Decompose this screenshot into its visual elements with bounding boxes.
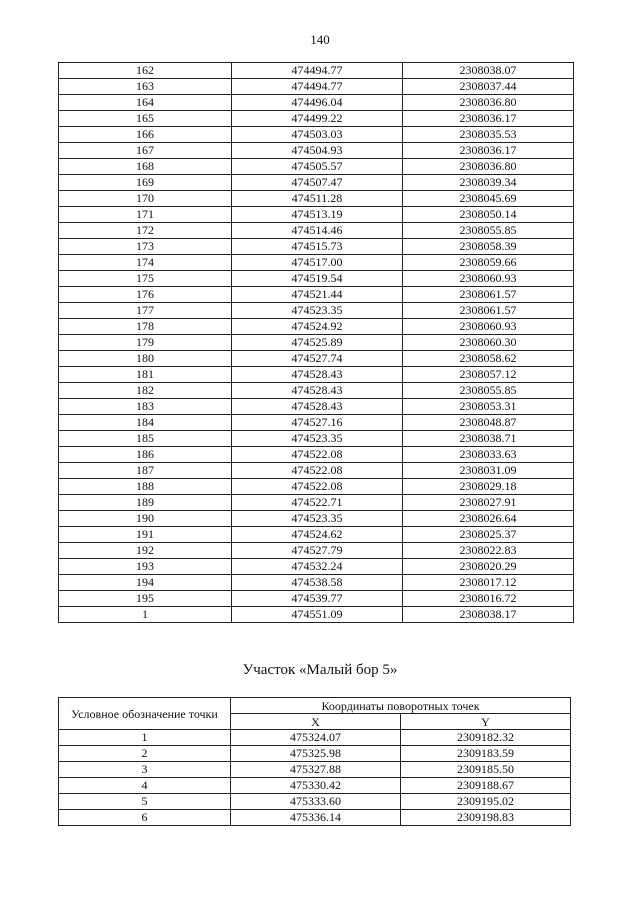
point-number-cell: 178 [59, 319, 232, 335]
y-coordinate-cell: 2308037.44 [403, 79, 574, 95]
table-row [59, 95, 574, 111]
table-row [59, 335, 574, 351]
point-number-cell: 183 [59, 399, 232, 415]
table-row [59, 143, 574, 159]
point-number-cell: 174 [59, 255, 232, 271]
y-coordinate-cell: 2309198.83 [401, 810, 571, 826]
y-coordinate-cell: 2308060.93 [403, 271, 574, 287]
point-number-cell: 165 [59, 111, 232, 127]
table-row [59, 543, 574, 559]
x-coordinate-cell: 475327.88 [231, 762, 401, 778]
point-number-cell: 184 [59, 415, 232, 431]
y-coordinate-cell: 2308061.57 [403, 303, 574, 319]
coordinates-table-body [59, 63, 574, 623]
x-coordinate-cell: 474519.54 [232, 271, 403, 287]
point-number-cell: 170 [59, 191, 232, 207]
table-row [59, 778, 571, 794]
y-coordinate-cell: 2308038.17 [403, 607, 574, 623]
x-coordinate-cell: 475325.98 [231, 746, 401, 762]
x-coordinate-cell: 474523.35 [232, 303, 403, 319]
table-row [59, 575, 574, 591]
header-x: X [231, 714, 401, 730]
point-number-cell: 171 [59, 207, 232, 223]
y-coordinate-cell: 2308020.29 [403, 559, 574, 575]
point-number-cell: 180 [59, 351, 232, 367]
y-coordinate-cell: 2309185.50 [401, 762, 571, 778]
y-coordinate-cell: 2309182.32 [401, 730, 571, 746]
y-coordinate-cell: 2308045.69 [403, 191, 574, 207]
x-coordinate-cell: 474528.43 [232, 383, 403, 399]
table-row [59, 527, 574, 543]
y-coordinate-cell: 2308048.87 [403, 415, 574, 431]
table-row [59, 159, 574, 175]
x-coordinate-cell: 474494.77 [232, 63, 403, 79]
y-coordinate-cell: 2308025.37 [403, 527, 574, 543]
x-coordinate-cell: 474528.43 [232, 399, 403, 415]
table-row [59, 79, 574, 95]
x-coordinate-cell: 474527.74 [232, 351, 403, 367]
point-number-cell: 188 [59, 479, 232, 495]
point-number-cell: 191 [59, 527, 232, 543]
point-number-cell: 195 [59, 591, 232, 607]
point-number-cell: 177 [59, 303, 232, 319]
point-number-cell: 164 [59, 95, 232, 111]
x-coordinate-cell: 474503.03 [232, 127, 403, 143]
table-row [59, 239, 574, 255]
y-coordinate-cell: 2308058.39 [403, 239, 574, 255]
x-coordinate-cell: 474515.73 [232, 239, 403, 255]
point-number-cell: 185 [59, 431, 232, 447]
point-number-cell: 187 [59, 463, 232, 479]
y-coordinate-cell: 2308036.17 [403, 143, 574, 159]
x-coordinate-cell: 474523.35 [232, 511, 403, 527]
header-row [59, 698, 571, 714]
x-coordinate-cell: 474522.08 [232, 447, 403, 463]
table-row [59, 559, 574, 575]
x-coordinate-cell: 474513.19 [232, 207, 403, 223]
table-row [59, 591, 574, 607]
x-coordinate-cell: 474539.77 [232, 591, 403, 607]
table-row [59, 431, 574, 447]
x-coordinate-cell: 474522.08 [232, 479, 403, 495]
point-number-cell: 176 [59, 287, 232, 303]
table-row [59, 223, 574, 239]
table-row [59, 479, 574, 495]
x-coordinate-cell: 475333.60 [231, 794, 401, 810]
y-coordinate-cell: 2308060.30 [403, 335, 574, 351]
x-coordinate-cell: 475324.07 [231, 730, 401, 746]
x-coordinate-cell: 474527.79 [232, 543, 403, 559]
y-coordinate-cell: 2308061.57 [403, 287, 574, 303]
point-number-cell: 1 [59, 607, 232, 623]
point-number-cell: 169 [59, 175, 232, 191]
point-number-cell: 168 [59, 159, 232, 175]
point-number-cell: 172 [59, 223, 232, 239]
point-number-cell: 167 [59, 143, 232, 159]
table-row [59, 319, 574, 335]
y-coordinate-cell: 2308029.18 [403, 479, 574, 495]
x-coordinate-cell: 474551.09 [232, 607, 403, 623]
table-row [59, 207, 574, 223]
point-number-cell: 3 [59, 762, 231, 778]
x-coordinate-cell: 474522.71 [232, 495, 403, 511]
header-y: Y [401, 714, 571, 730]
table-row [59, 367, 574, 383]
table-row [59, 746, 571, 762]
point-number-cell: 192 [59, 543, 232, 559]
x-coordinate-cell: 474532.24 [232, 559, 403, 575]
y-coordinate-cell: 2308038.07 [403, 63, 574, 79]
y-coordinate-cell: 2308053.31 [403, 399, 574, 415]
x-coordinate-cell: 474504.93 [232, 143, 403, 159]
table-row [59, 191, 574, 207]
table-row [59, 127, 574, 143]
table-row [59, 607, 574, 623]
x-coordinate-cell: 475336.14 [231, 810, 401, 826]
y-coordinate-cell: 2308059.66 [403, 255, 574, 271]
y-coordinate-cell: 2308036.80 [403, 159, 574, 175]
point-number-cell: 4 [59, 778, 231, 794]
y-coordinate-cell: 2308058.62 [403, 351, 574, 367]
table-row [59, 271, 574, 287]
y-coordinate-cell: 2308016.72 [403, 591, 574, 607]
y-coordinate-cell: 2308031.09 [403, 463, 574, 479]
table-row [59, 794, 571, 810]
table-row [59, 383, 574, 399]
table-row [59, 399, 574, 415]
y-coordinate-cell: 2308055.85 [403, 223, 574, 239]
x-coordinate-cell: 474511.28 [232, 191, 403, 207]
point-number-cell: 162 [59, 63, 232, 79]
x-coordinate-cell: 474505.57 [232, 159, 403, 175]
table-row [59, 511, 574, 527]
x-coordinate-cell: 474514.46 [232, 223, 403, 239]
y-coordinate-cell: 2308057.12 [403, 367, 574, 383]
point-number-cell: 186 [59, 447, 232, 463]
x-coordinate-cell: 474525.89 [232, 335, 403, 351]
point-number-cell: 179 [59, 335, 232, 351]
table-row [59, 447, 574, 463]
y-coordinate-cell: 2308026.64 [403, 511, 574, 527]
x-coordinate-cell: 474507.47 [232, 175, 403, 191]
table-row [59, 351, 574, 367]
y-coordinate-cell: 2308036.17 [403, 111, 574, 127]
x-coordinate-cell: 474499.22 [232, 111, 403, 127]
table-row [59, 303, 574, 319]
y-coordinate-cell: 2309188.67 [401, 778, 571, 794]
x-coordinate-cell: 474524.92 [232, 319, 403, 335]
point-number-cell: 1 [59, 730, 231, 746]
y-coordinate-cell: 2308060.93 [403, 319, 574, 335]
table-row [59, 810, 571, 826]
point-number-cell: 182 [59, 383, 232, 399]
point-number-cell: 163 [59, 79, 232, 95]
y-coordinate-cell: 2308017.12 [403, 575, 574, 591]
point-number-cell: 189 [59, 495, 232, 511]
y-coordinate-cell: 2309195.02 [401, 794, 571, 810]
section-coordinates-table-body [59, 730, 571, 826]
x-coordinate-cell: 474527.16 [232, 415, 403, 431]
x-coordinate-cell: 474517.00 [232, 255, 403, 271]
header-turning-points: Координаты поворотных точек [231, 698, 571, 714]
y-coordinate-cell: 2308027.91 [403, 495, 574, 511]
point-number-cell: 193 [59, 559, 232, 575]
y-coordinate-cell: 2309183.59 [401, 746, 571, 762]
section-title: Участок «Малый бор 5» [242, 662, 398, 678]
x-coordinate-cell: 474538.58 [232, 575, 403, 591]
x-coordinate-cell: 475330.42 [231, 778, 401, 794]
table-row [59, 730, 571, 746]
table-row [59, 175, 574, 191]
point-number-cell: 2 [59, 746, 231, 762]
point-number-cell: 6 [59, 810, 231, 826]
y-coordinate-cell: 2308022.83 [403, 543, 574, 559]
point-number-cell: 166 [59, 127, 232, 143]
table-row [59, 463, 574, 479]
table-row [59, 495, 574, 511]
y-coordinate-cell: 2308038.71 [403, 431, 574, 447]
x-coordinate-cell: 474523.35 [232, 431, 403, 447]
y-coordinate-cell: 2308055.85 [403, 383, 574, 399]
table-row [59, 111, 574, 127]
x-coordinate-cell: 474528.43 [232, 367, 403, 383]
header-point-designation: Условное обозначение точки [59, 698, 231, 730]
point-number-cell: 5 [59, 794, 231, 810]
point-number-cell: 190 [59, 511, 232, 527]
y-coordinate-cell: 2308035.53 [403, 127, 574, 143]
y-coordinate-cell: 2308039.34 [403, 175, 574, 191]
y-coordinate-cell: 2308036.80 [403, 95, 574, 111]
table-row [59, 287, 574, 303]
table-row [59, 255, 574, 271]
x-coordinate-cell: 474522.08 [232, 463, 403, 479]
coordinates-table [58, 62, 574, 623]
table-row [59, 63, 574, 79]
table-row [59, 762, 571, 778]
point-number-cell: 173 [59, 239, 232, 255]
table-row [59, 415, 574, 431]
y-coordinate-cell: 2308033.63 [403, 447, 574, 463]
x-coordinate-cell: 474496.04 [232, 95, 403, 111]
page-number: 140 [310, 32, 330, 47]
x-coordinate-cell: 474494.77 [232, 79, 403, 95]
point-number-cell: 175 [59, 271, 232, 287]
y-coordinate-cell: 2308050.14 [403, 207, 574, 223]
x-coordinate-cell: 474521.44 [232, 287, 403, 303]
x-coordinate-cell: 474524.62 [232, 527, 403, 543]
section-coordinates-table [58, 697, 571, 826]
point-number-cell: 194 [59, 575, 232, 591]
point-number-cell: 181 [59, 367, 232, 383]
